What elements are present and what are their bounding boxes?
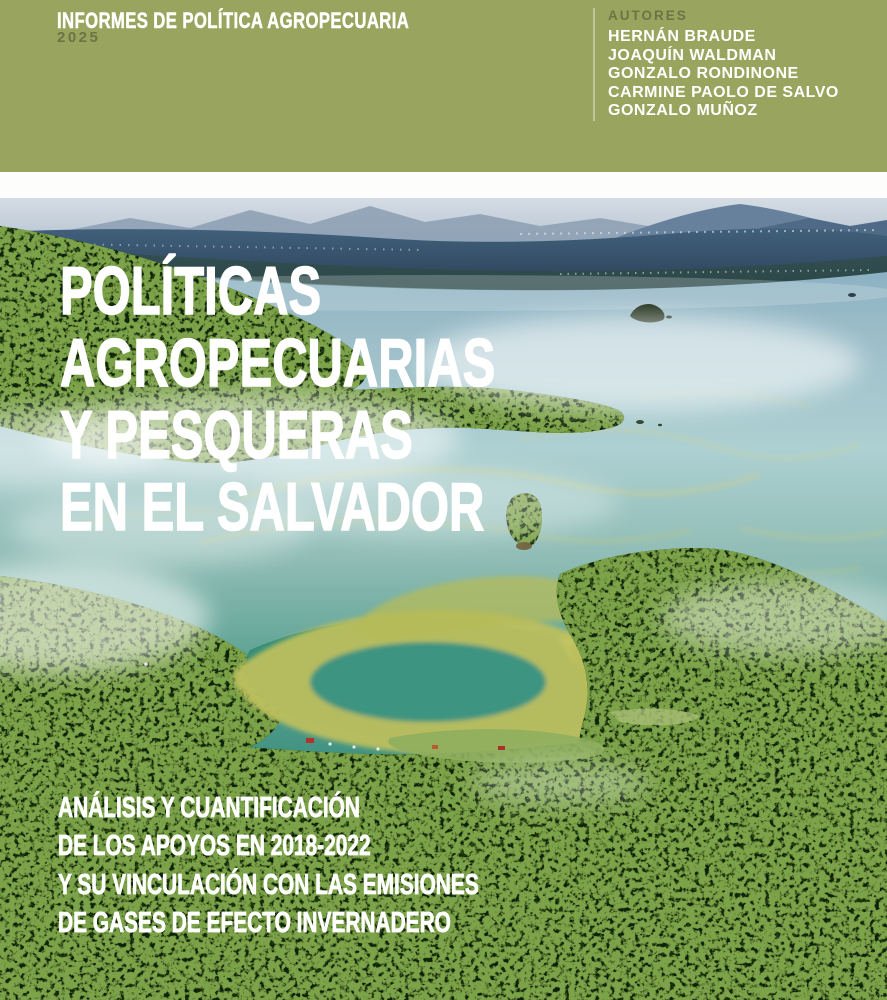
authors-label: AUTORES (608, 8, 688, 23)
cover-subtitle-line: ANÁLISIS Y CUANTIFICACIÓN (58, 792, 361, 824)
authors-block (593, 8, 839, 121)
author-name: CARMINE PAOLO DE SALVO (608, 83, 839, 101)
author-name: GONZALO RONDINONE (608, 65, 799, 83)
cover-subtitle-line: DE LOS APOYOS EN 2018-2022 (58, 830, 371, 863)
cover-title (60, 255, 495, 543)
series-title: INFORMES DE POLÍTICA AGROPECUARIA (57, 8, 410, 33)
cover-subtitle (58, 789, 479, 943)
cover-title-line: Y PESQUERAS (60, 397, 413, 473)
islet (658, 424, 662, 426)
cover-title-line: POLÍTICAS (60, 253, 322, 329)
tree-island-shore (516, 542, 532, 550)
author-name: GONZALO MUÑOZ (608, 102, 758, 120)
islet (636, 420, 644, 424)
edition-year: 2025 (57, 29, 101, 46)
shore-rock (848, 293, 856, 297)
cover-title-line: EN EL SALVADOR (60, 469, 485, 545)
cover-title-line: AGROPECUARIAS (60, 325, 496, 401)
cover-subtitle-line: DE GASES DE EFECTO INVERNADERO (58, 907, 451, 940)
author-name: JOAQUÍN WALDMAN (608, 46, 777, 64)
masthead-band (0, 0, 887, 172)
author-name: HERNÁN BRAUDE (608, 28, 756, 45)
separator-strip (0, 172, 887, 198)
cover-subtitle-line: Y SU VINCULACIÓN CON LAS EMISIONES (58, 868, 479, 901)
